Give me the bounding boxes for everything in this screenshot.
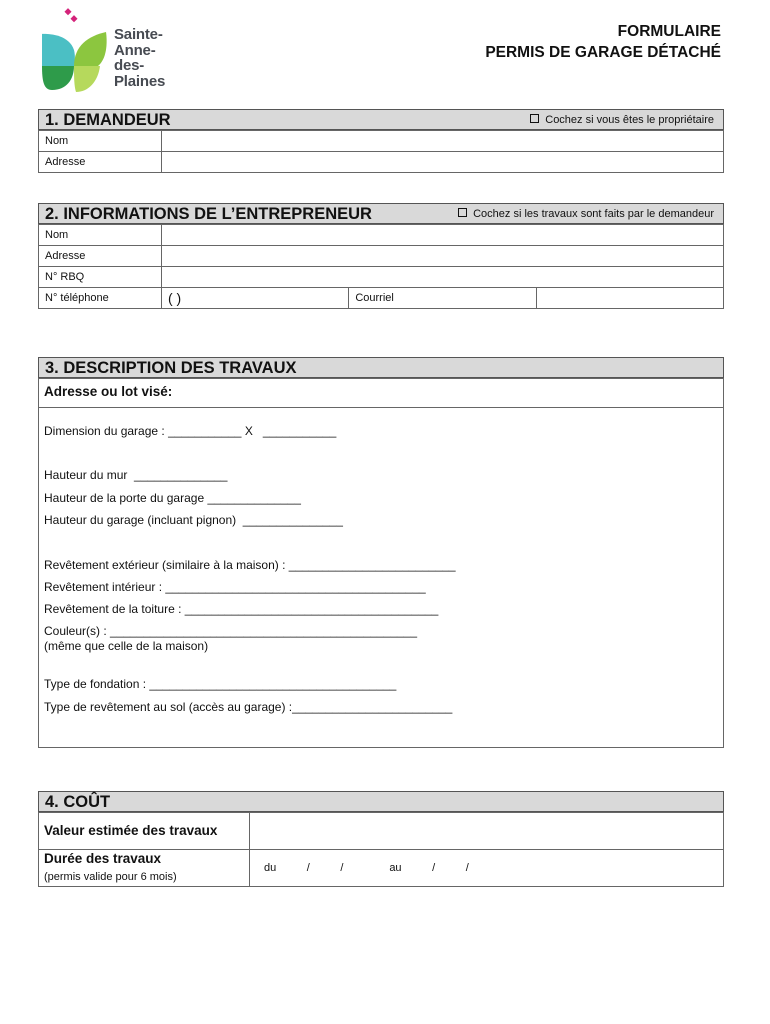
door-height-line[interactable]: Hauteur de la porte du garage ______________ bbox=[44, 491, 301, 505]
email-label: Courriel bbox=[349, 288, 536, 309]
section-4-title: 4. COÛT bbox=[45, 793, 111, 811]
section-1-title: 1. DEMANDEUR bbox=[45, 111, 171, 129]
table-row bbox=[39, 246, 724, 267]
foundation-line[interactable]: Type de fondation : _____________________________________ bbox=[44, 677, 397, 691]
contractor-address-label: Adresse bbox=[39, 246, 162, 267]
applicant-address-label: Adresse bbox=[39, 152, 162, 173]
owner-checkbox-group[interactable] bbox=[530, 114, 714, 126]
owner-checkbox[interactable] bbox=[530, 114, 539, 123]
self-work-checkbox-group[interactable] bbox=[458, 208, 714, 220]
applicant-name-label: Nom bbox=[39, 131, 162, 152]
contractor-table bbox=[38, 224, 724, 309]
floor-covering-line[interactable]: Type de revêtement au sol (accès au garage) :________________________ bbox=[44, 700, 453, 714]
dimension-line[interactable]: Dimension du garage : ___________ X ___________ bbox=[44, 424, 337, 438]
color-line[interactable]: Couleur(s) : ______________________________________________ bbox=[44, 624, 418, 638]
self-work-checkbox-label: Cochez si les travaux sont faits par le demandeur bbox=[473, 208, 714, 220]
wall-height-line[interactable]: Hauteur du mur ______________ bbox=[44, 468, 228, 482]
address-lot-label: Adresse ou lot visé: bbox=[44, 384, 173, 399]
logo-line: Anne- bbox=[114, 41, 156, 59]
document-title bbox=[485, 21, 721, 63]
duration-label: Durée des travaux bbox=[44, 851, 162, 866]
estimated-value-field[interactable] bbox=[251, 813, 723, 848]
self-work-checkbox[interactable] bbox=[458, 208, 467, 217]
description-divider bbox=[38, 407, 724, 408]
interior-cladding-line[interactable]: Revêtement intérieur : _______________________________________ bbox=[44, 580, 426, 594]
table-row bbox=[39, 152, 724, 173]
logo-wordmark bbox=[114, 27, 165, 89]
estimated-value-label: Valeur estimée des travaux bbox=[44, 823, 218, 838]
logo-line: Sainte- bbox=[114, 26, 163, 43]
rbq-label: N° RBQ bbox=[39, 267, 162, 288]
municipal-logo bbox=[38, 6, 188, 98]
email-field[interactable] bbox=[536, 288, 723, 309]
applicant-name-field[interactable] bbox=[162, 131, 724, 152]
cost-divider-horizontal bbox=[38, 849, 724, 850]
table-row bbox=[39, 288, 724, 309]
section-1-header bbox=[38, 109, 724, 130]
duration-dates-field[interactable]: du / / au / / bbox=[264, 862, 469, 874]
logo-leaf-icon bbox=[38, 6, 118, 98]
title-line-1: FORMULAIRE bbox=[617, 23, 721, 40]
contractor-name-field[interactable] bbox=[162, 225, 724, 246]
logo-line: des- bbox=[114, 57, 145, 74]
garage-height-line[interactable]: Hauteur du garage (incluant pignon) _______________ bbox=[44, 513, 343, 527]
contractor-name-label: Nom bbox=[39, 225, 162, 246]
exterior-cladding-line[interactable]: Revêtement extérieur (similaire à la maison) : _________________________ bbox=[44, 558, 456, 572]
table-row bbox=[39, 131, 724, 152]
contractor-address-field[interactable] bbox=[162, 246, 724, 267]
section-2-header bbox=[38, 203, 724, 224]
rbq-field[interactable] bbox=[162, 267, 724, 288]
roof-covering-line[interactable]: Revêtement de la toiture : ______________________________________ bbox=[44, 602, 439, 616]
section-2-title: 2. INFORMATIONS DE L’ENTREPRENEUR bbox=[45, 205, 372, 223]
table-row bbox=[39, 225, 724, 246]
owner-checkbox-label: Cochez si vous êtes le propriétaire bbox=[545, 114, 714, 126]
color-note: (même que celle de la maison) bbox=[44, 639, 209, 653]
title-line-2: PERMIS DE GARAGE DÉTACHÉ bbox=[485, 44, 721, 61]
section-4-header bbox=[38, 791, 724, 812]
duration-note: (permis valide pour 6 mois) bbox=[44, 871, 177, 883]
applicant-address-field[interactable] bbox=[162, 152, 724, 173]
logo-line: Plaines bbox=[114, 72, 166, 90]
section-3-title: 3. DESCRIPTION DES TRAVAUX bbox=[45, 359, 297, 377]
phone-label: N° téléphone bbox=[39, 288, 162, 309]
phone-field[interactable]: ( ) bbox=[162, 288, 349, 309]
applicant-table bbox=[38, 130, 724, 173]
section-3-header bbox=[38, 357, 724, 378]
table-row bbox=[39, 267, 724, 288]
